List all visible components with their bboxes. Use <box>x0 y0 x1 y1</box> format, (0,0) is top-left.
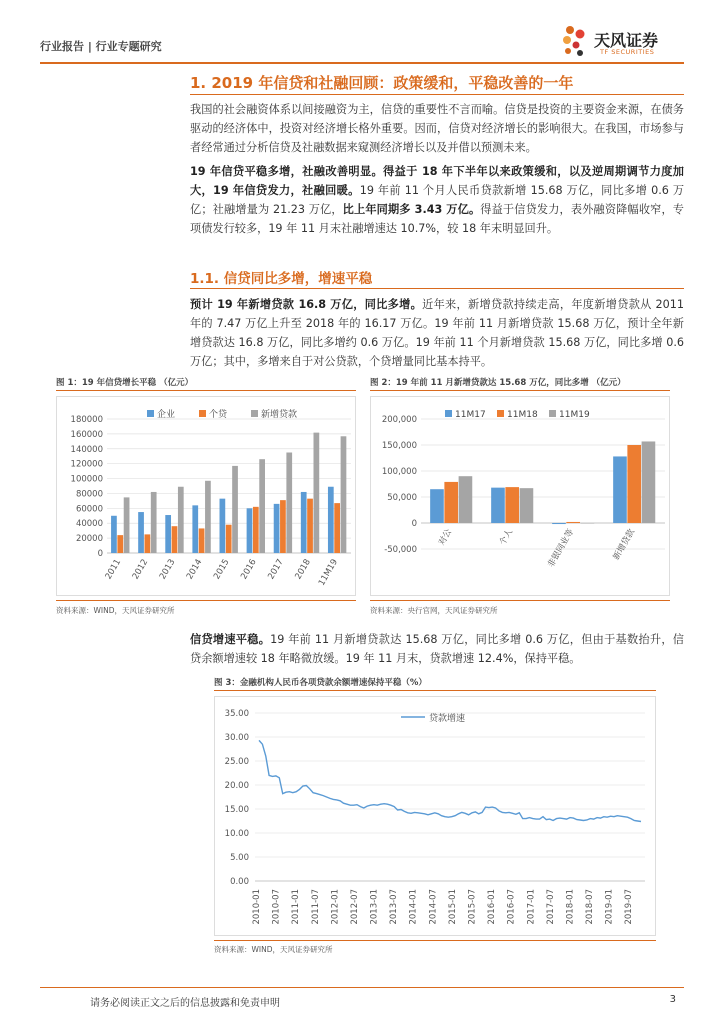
x-tick-label: 2014-01 <box>408 889 419 925</box>
bar-企业 <box>328 487 334 553</box>
y-tick-label: 60000 <box>75 504 103 515</box>
y-tick-label: 20.00 <box>224 781 249 791</box>
legend-label: 11M19 <box>559 410 590 420</box>
bar-企业 <box>138 512 144 553</box>
bar-企业 <box>301 492 307 553</box>
bar-11M19 <box>459 476 473 523</box>
y-tick-label: 80000 <box>75 489 103 500</box>
x-tick-label: 2017 <box>266 557 286 582</box>
figure-1-title: 图 1：19 年信贷增长平稳 （亿元） <box>56 378 194 388</box>
x-tick-label: 2016 <box>239 557 259 582</box>
x-tick-label: 2011-01 <box>291 889 302 925</box>
figure-1-bottom-rule <box>56 600 356 601</box>
legend-label: 个贷 <box>209 410 228 420</box>
figure-2-chart <box>370 396 670 596</box>
bar-个贷 <box>172 526 178 553</box>
y-tick-label: 5.00 <box>230 853 249 863</box>
figure-3-bottom-rule <box>214 940 656 941</box>
footer-divider <box>40 987 684 988</box>
x-tick-label: 个人 <box>497 527 516 548</box>
y-tick-label: 30.00 <box>224 733 249 743</box>
figure-2-rule <box>370 390 670 391</box>
figure-1-source: 资料来源：WIND，天风证券研究所 <box>56 606 175 615</box>
legend-label: 11M18 <box>507 410 538 420</box>
bar-个贷 <box>199 528 205 553</box>
x-tick-label: 2011-07 <box>310 889 321 925</box>
bar-新增贷款 <box>286 453 292 554</box>
bar-企业 <box>247 508 253 553</box>
forecast-text: 近年来，新增贷款持续走高，年度新增贷款从 2011 年的 7.47 万亿上升至 2018 年的 16.17 万亿。19 年前 11 月新增贷款 15.68 万亿，预计全年新增贷款达 16.8 万亿，同比多增约 0.6 万亿。19 年前 11 个月新增贷款 15.68 万亿，同比多增 0.6 万亿；其中，多增来自于对公贷款，个贷增量同比基本持平。 <box>190 298 684 368</box>
x-tick-label: 2014 <box>185 557 205 582</box>
bar-新增贷款 <box>341 436 347 553</box>
bar-企业 <box>220 499 226 553</box>
x-tick-label: 2013-07 <box>389 889 400 925</box>
bar-11M17 <box>613 456 627 523</box>
bar-新增贷款 <box>205 481 211 553</box>
growth-bold: 信贷增速平稳。 <box>190 633 271 646</box>
bar-个贷 <box>280 500 286 553</box>
figure-3-chart <box>214 696 656 936</box>
legend-swatch <box>497 410 504 417</box>
x-tick-label: 2010-01 <box>252 889 262 925</box>
legend-swatch <box>445 410 452 417</box>
x-tick-label: 2015-07 <box>467 889 478 925</box>
figure-1-chart <box>56 396 356 596</box>
y-tick-label: 120000 <box>70 459 103 470</box>
x-tick-label: 2015-01 <box>447 889 458 925</box>
bar-11M18 <box>444 482 458 523</box>
legend-swatch <box>549 410 556 417</box>
y-tick-label: 150,000 <box>381 441 417 451</box>
bar-11M18 <box>505 487 519 523</box>
bar-企业 <box>274 504 280 553</box>
bar-11M18 <box>627 445 641 523</box>
x-tick-label: 2012 <box>130 557 151 582</box>
bar-11M17 <box>552 523 566 524</box>
figure-3-title: 图 3：金融机构人民币各项贷款余额增速保持平稳（%） <box>214 678 427 688</box>
bar-新增贷款 <box>124 497 130 553</box>
x-tick-label: 2013 <box>157 557 178 582</box>
logo-brand: 天风证券 <box>594 31 659 50</box>
y-tick-label: 20000 <box>75 534 103 545</box>
report-header: 行业报告 | 行业专题研究 <box>40 40 162 53</box>
figure-2-source: 资料来源：央行官网，天风证券研究所 <box>370 606 498 615</box>
y-tick-label: 0 <box>411 519 417 529</box>
x-tick-label: 2016-01 <box>487 889 498 925</box>
bar-个贷 <box>253 507 259 553</box>
x-tick-label: 2017-07 <box>545 889 556 925</box>
bar-新增贷款 <box>313 433 319 553</box>
bar-新增贷款 <box>259 459 265 553</box>
summary-text-1: 19 年前 11 个月人民币贷款新增 15.68 万亿，同比多增 0.6 万亿；社融增量为 21.23 万亿， <box>190 184 685 216</box>
bar-个贷 <box>117 535 123 553</box>
figure-3-rule <box>214 690 656 691</box>
y-tick-label: 140000 <box>70 444 103 455</box>
summary-bold-1: 19 年信贷平稳多增，社融改善明显。得益于 18 年下半年以来政策缓和，以及逆周期调节力度加大，19 年信贷发力，社融回暖。 <box>190 165 684 197</box>
y-tick-label: 35.00 <box>224 709 249 719</box>
paragraph-summary <box>190 162 684 238</box>
figure-2-svg <box>371 397 671 597</box>
paragraph-intro: 我国的社会融资体系以间接融资为主，信贷的重要性不言而喻。信贷是投资的主要资金来源，在债务驱动的经济体中，投资对经济增长格外重要。因而，信贷对经济增长的影响很大。在我国，市场参与者经常通过分析信贷及社融数据来窥测经济增长以及并借以预测未来。 <box>190 103 684 154</box>
x-tick-label: 2018-01 <box>565 889 576 925</box>
figure-3-svg <box>215 697 657 937</box>
y-tick-label: 15.00 <box>224 805 249 815</box>
bar-11M19 <box>642 441 656 523</box>
legend-swatch <box>251 410 258 417</box>
legend-label: 11M17 <box>455 410 486 420</box>
bar-新增贷款 <box>178 487 184 553</box>
bar-11M18 <box>566 522 580 523</box>
legend-label: 贷款增速 <box>429 714 466 724</box>
x-tick-label: 2013-01 <box>369 889 380 925</box>
x-tick-label: 非银同业等 <box>546 527 577 570</box>
figure-1-rule <box>56 390 356 391</box>
x-tick-label: 2015 <box>212 557 232 582</box>
bar-个贷 <box>334 503 340 553</box>
section-1-1-title: 1.1. 信贷同比多增，增速平稳 <box>190 271 373 287</box>
bar-新增贷款 <box>151 492 157 553</box>
legend-swatch <box>147 410 154 417</box>
x-tick-label: 2014-07 <box>428 889 439 925</box>
logo-mark-icon <box>560 24 590 60</box>
footer-disclaimer: 请务必阅读正文之后的信息披露和免责申明 <box>90 998 280 1009</box>
y-tick-label: 25.00 <box>224 757 249 767</box>
x-tick-label: 新增贷款 <box>611 527 638 562</box>
y-tick-label: 0 <box>97 549 103 559</box>
bar-11M19 <box>520 488 534 523</box>
y-tick-label: 50,000 <box>387 493 417 503</box>
x-tick-label: 2011 <box>103 557 124 582</box>
bar-个贷 <box>226 525 232 553</box>
bar-11M19 <box>581 523 595 524</box>
y-tick-label: 200,000 <box>381 415 417 425</box>
legend-label: 企业 <box>157 410 176 420</box>
bar-个贷 <box>307 499 313 553</box>
x-tick-label: 对公 <box>436 527 455 548</box>
summary-bold-2: 比上年同期多 3.43 万亿。 <box>342 203 481 216</box>
section-1-title: 1. 2019 年信贷和社融回顾：政策缓和，平稳改善的一年 <box>190 74 574 92</box>
logo <box>560 24 688 60</box>
figure-1-svg <box>57 397 357 597</box>
x-tick-label: 2019-07 <box>624 889 635 925</box>
y-tick-label: -50,000 <box>384 545 417 555</box>
section-1-rule <box>190 94 684 95</box>
bar-个贷 <box>145 534 151 553</box>
paragraph-forecast <box>190 295 684 371</box>
x-tick-label: 2012-01 <box>330 889 341 925</box>
bar-11M17 <box>491 488 505 523</box>
bar-企业 <box>111 516 117 553</box>
x-tick-label: 2018 <box>293 557 313 582</box>
figure-2-title: 图 2：19 年前 11 月新增贷款达 15.68 万亿，同比多增 （亿元） <box>370 378 626 388</box>
figure-2-bottom-rule <box>370 600 670 601</box>
legend-swatch <box>199 410 206 417</box>
x-tick-label: 2016-07 <box>506 889 517 925</box>
y-tick-label: 0.00 <box>230 877 249 887</box>
section-1-1-rule <box>190 288 684 289</box>
x-tick-label: 2019-01 <box>604 889 615 925</box>
summary-text-2: 得益于信贷发力，表外融资降幅收窄，专项债发行较多，19 年 11 月末社融增速达 10.7%，较 18 年末明显回升。 <box>190 203 684 235</box>
bar-新增贷款 <box>232 466 238 553</box>
legend-label: 新增贷款 <box>261 410 298 420</box>
y-tick-label: 180000 <box>70 415 103 425</box>
y-tick-label: 100000 <box>70 474 103 485</box>
x-tick-label: 2010-07 <box>271 889 282 925</box>
growth-text: 19 年前 11 月新增贷款达 15.68 万亿，同比多增 0.6 万亿，但由于基数抬升，信贷余额增速较 18 年略微放缓。19 年 11 月末，贷款增速 12.4%，保持平稳。 <box>190 633 684 665</box>
page-number: 3 <box>669 994 676 1005</box>
bar-企业 <box>192 505 198 553</box>
forecast-bold: 预计 19 年新增贷款 16.8 万亿，同比多增。 <box>190 298 423 311</box>
x-tick-label: 11M19 <box>316 557 341 588</box>
y-tick-label: 160000 <box>70 429 103 440</box>
x-tick-label: 2018-07 <box>585 889 596 925</box>
x-tick-label: 2012-07 <box>349 889 360 925</box>
x-tick-label: 2017-01 <box>526 889 537 925</box>
bar-11M17 <box>430 489 444 523</box>
paragraph-growth <box>190 630 684 668</box>
y-tick-label: 10.00 <box>224 829 249 839</box>
logo-brand-en: TF SECURITIES <box>600 48 655 56</box>
figure-3-source: 资料来源：WIND，天风证券研究所 <box>214 945 333 954</box>
bar-企业 <box>165 515 171 553</box>
header-divider <box>40 62 684 64</box>
y-tick-label: 40000 <box>75 519 103 530</box>
y-tick-label: 100,000 <box>381 467 417 477</box>
